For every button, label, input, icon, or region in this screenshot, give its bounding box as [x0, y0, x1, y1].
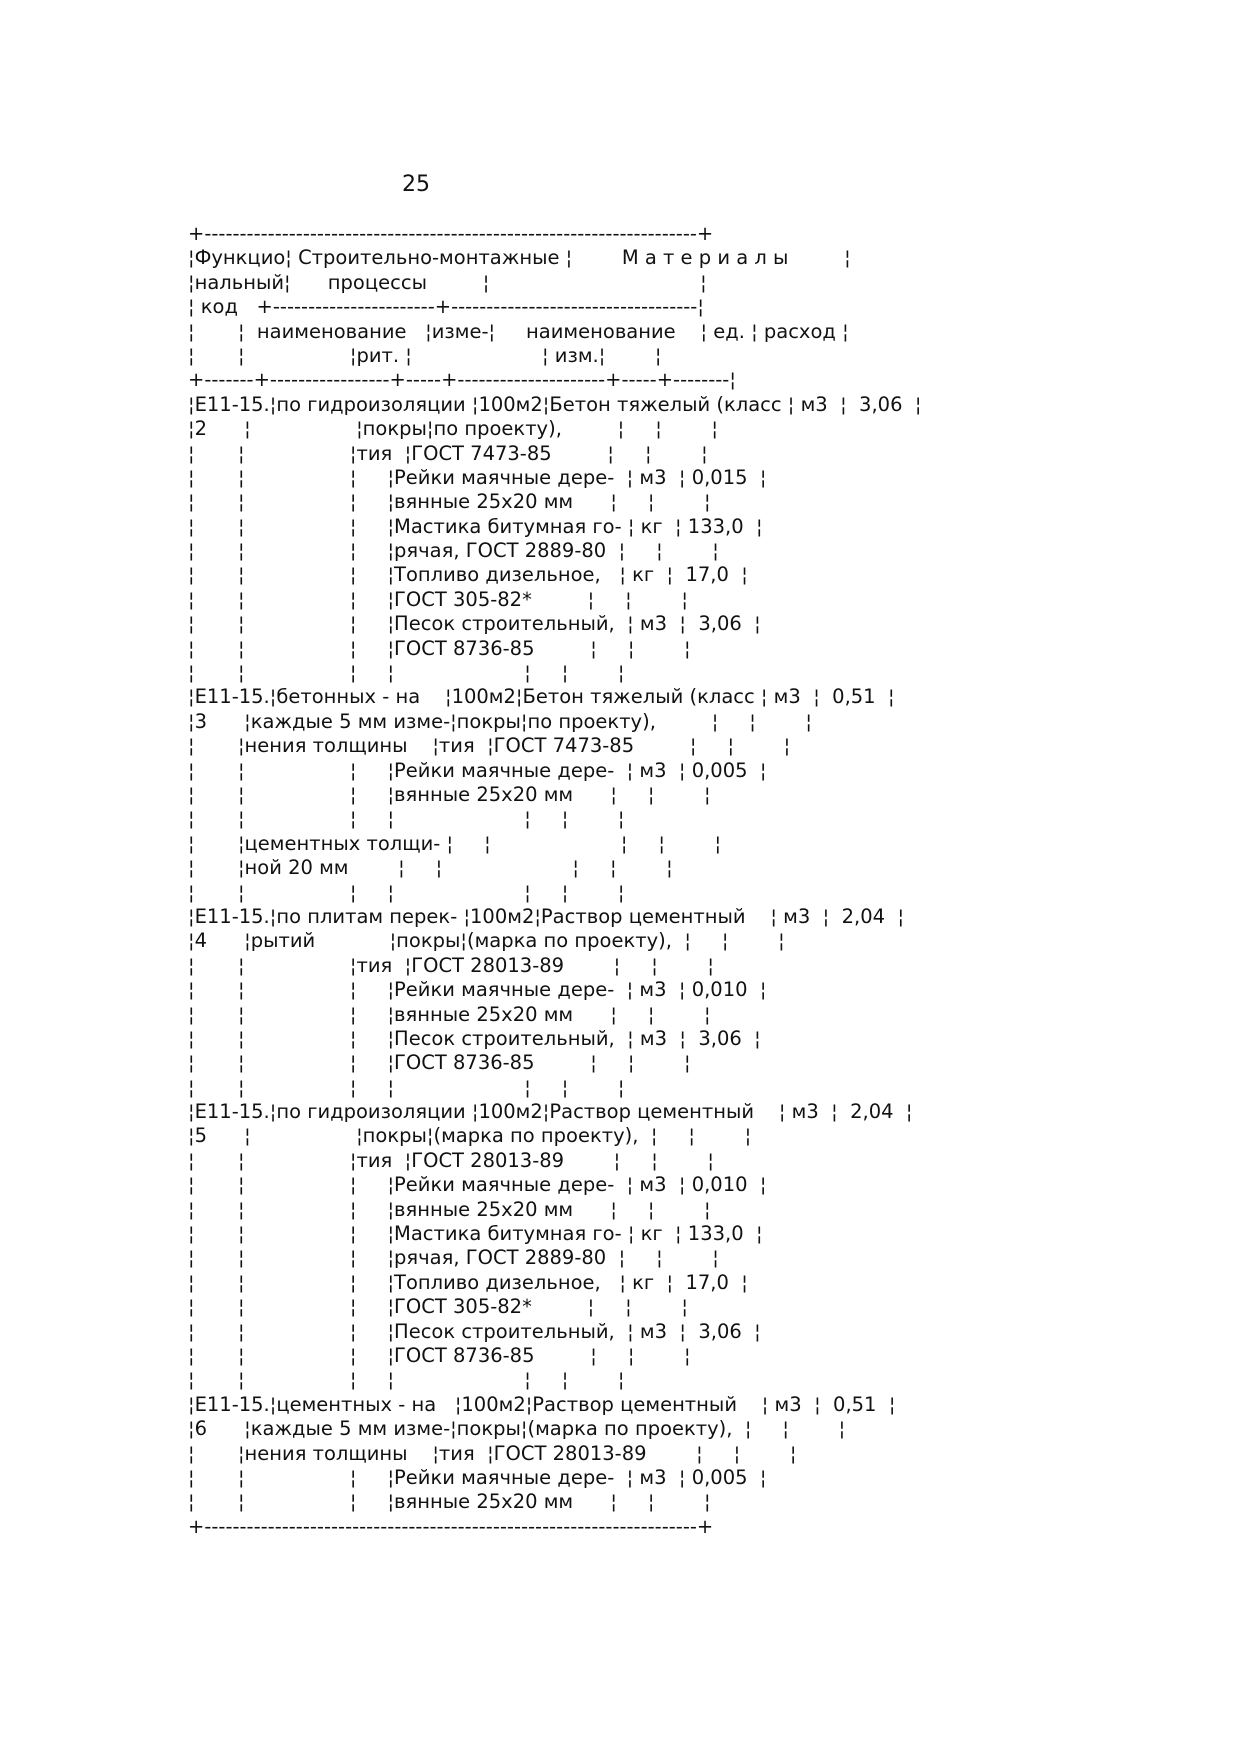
table-line: ¦Е11-15.¦по гидроизоляции ¦100м2¦Раствор цементный ¦ м3 ¦ 2,04 ¦ — [188, 1100, 913, 1124]
table-line: +----------------------------------------------------------------------+ — [188, 222, 714, 245]
table-line: ¦ ¦ ¦ ¦Рейки маячные дере- ¦ м3 ¦ 0,010 ¦ — [188, 978, 767, 1002]
table-line: ¦ ¦ наименование ¦изме-¦ наименование ¦ ед. ¦ расход ¦ — [188, 319, 849, 343]
table-line: ¦ ¦ ¦ ¦ГОСТ 8736-85 ¦ ¦ ¦ — [188, 636, 691, 660]
table-line: ¦ ¦ ¦ ¦вянные 25х20 мм ¦ ¦ ¦ — [188, 1197, 711, 1221]
table-line: ¦ ¦ ¦ ¦вянные 25х20 мм ¦ ¦ ¦ — [188, 782, 711, 806]
table-line: ¦ ¦ ¦тия ¦ГОСТ 7473-85 ¦ ¦ ¦ — [188, 441, 708, 465]
table-line: +-------+-----------------+-----+---------------------+-----+--------¦ — [188, 368, 736, 392]
table-line: ¦ ¦ ¦ ¦Мастика битумная го- ¦ кг ¦ 133,0 ¦ — [188, 1222, 763, 1246]
table-line: ¦ ¦ ¦ ¦рячая, ГОСТ 2889-80 ¦ ¦ ¦ — [188, 539, 719, 563]
table-line: ¦ ¦ ¦ ¦ГОСТ 305-82* ¦ ¦ ¦ — [188, 1295, 688, 1319]
table-line: ¦ ¦ ¦ ¦Песок строительный, ¦ м3 ¦ 3,06 ¦ — [188, 612, 761, 636]
table-line: ¦ ¦ ¦ ¦ ¦ ¦ ¦ — [188, 807, 625, 831]
table-line: ¦2 ¦ ¦покры¦по проекту), ¦ ¦ ¦ — [188, 417, 718, 441]
table-line: ¦ ¦ ¦ ¦ ¦ ¦ ¦ — [188, 1075, 625, 1099]
table-line: ¦ ¦ ¦ ¦Песок строительный, ¦ м3 ¦ 3,06 ¦ — [188, 1026, 761, 1050]
table-line: +----------------------------------------------------------------------+ — [188, 1514, 714, 1538]
page-number: 25 — [402, 172, 430, 197]
table-line: ¦ ¦ ¦тия ¦ГОСТ 28013-89 ¦ ¦ ¦ — [188, 1148, 714, 1172]
table-line: ¦3 ¦каждые 5 мм изме-¦покры¦по проекту), ¦ ¦ ¦ — [188, 709, 812, 733]
table-line: ¦Е11-15.¦по гидроизоляции ¦100м2¦Бетон тяжелый (класс ¦ м3 ¦ 3,06 ¦ — [188, 392, 922, 416]
table-line: ¦ ¦ ¦ ¦ ¦ ¦ ¦ — [188, 880, 625, 904]
table-line: ¦ ¦ ¦ ¦вянные 25х20 мм ¦ ¦ ¦ — [188, 490, 711, 514]
table-line: ¦ ¦ ¦ ¦ГОСТ 8736-85 ¦ ¦ ¦ — [188, 1051, 691, 1075]
table-line: ¦5 ¦ ¦покры¦(марка по проекту), ¦ ¦ ¦ — [188, 1124, 752, 1148]
table-line: ¦4 ¦рытий ¦покры¦(марка по проекту), ¦ ¦ ¦ — [188, 929, 785, 953]
table-line: ¦6 ¦каждые 5 мм изме-¦покры¦(марка по проекту), ¦ ¦ ¦ — [188, 1417, 846, 1441]
table-line: ¦ ¦ ¦ ¦Топливо дизельное, ¦ кг ¦ 17,0 ¦ — [188, 563, 748, 587]
table-line: ¦Е11-15.¦цементных - на ¦100м2¦Раствор цементный ¦ м3 ¦ 0,51 ¦ — [188, 1392, 896, 1416]
table-line: ¦ ¦ ¦ ¦Рейки маячные дере- ¦ м3 ¦ 0,005 ¦ — [188, 1465, 767, 1489]
table-line: ¦ ¦ ¦тия ¦ГОСТ 28013-89 ¦ ¦ ¦ — [188, 953, 714, 977]
table-line: ¦ ¦ ¦ ¦вянные 25х20 мм ¦ ¦ ¦ — [188, 1002, 711, 1026]
table-line: ¦ ¦ ¦ ¦ГОСТ 305-82* ¦ ¦ ¦ — [188, 587, 688, 611]
table-line: ¦ ¦ ¦ ¦Рейки маячные дере- ¦ м3 ¦ 0,005 ¦ — [188, 758, 767, 782]
table-line: ¦Функцио¦ Строительно-монтажные ¦ М а т е р и а л ы ¦ — [188, 246, 851, 270]
table-line: ¦ ¦ ¦ ¦ГОСТ 8736-85 ¦ ¦ ¦ — [188, 1343, 691, 1367]
table-line: ¦Е11-15.¦бетонных - на ¦100м2¦Бетон тяжелый (класс ¦ м3 ¦ 0,51 ¦ — [188, 685, 895, 709]
table-line: ¦ ¦ ¦ ¦вянные 25х20 мм ¦ ¦ ¦ — [188, 1490, 711, 1514]
table-line: ¦ ¦ ¦рит. ¦ ¦ изм.¦ ¦ — [188, 343, 662, 367]
table-line: ¦ ¦цементных толщи- ¦ ¦ ¦ ¦ ¦ — [188, 831, 722, 855]
table-line: ¦ ¦ ¦ ¦Мастика битумная го- ¦ кг ¦ 133,0 ¦ — [188, 514, 763, 538]
table-line: ¦ ¦ ¦ ¦ ¦ ¦ ¦ — [188, 661, 625, 685]
table-line: ¦ ¦ ¦ ¦рячая, ГОСТ 2889-80 ¦ ¦ ¦ — [188, 1246, 719, 1270]
table-line: ¦ ¦ ¦ ¦Песок строительный, ¦ м3 ¦ 3,06 ¦ — [188, 1319, 761, 1343]
table-line: ¦ ¦ной 20 мм ¦ ¦ ¦ ¦ ¦ — [188, 856, 673, 880]
table-line: ¦ ¦ ¦ ¦ ¦ ¦ ¦ — [188, 1368, 625, 1392]
table-line: ¦ ¦нения толщины ¦тия ¦ГОСТ 7473-85 ¦ ¦ ¦ — [188, 734, 791, 758]
table-line: ¦ ¦ ¦ ¦Рейки маячные дере- ¦ м3 ¦ 0,010 ¦ — [188, 1173, 767, 1197]
table-line: ¦ код +-----------------------+-----------------------------------¦ — [188, 295, 704, 319]
table-line: ¦Е11-15.¦по плитам перек- ¦100м2¦Раствор цементный ¦ м3 ¦ 2,04 ¦ — [188, 904, 905, 928]
materials-table — [188, 222, 921, 1539]
table-line: ¦ ¦нения толщины ¦тия ¦ГОСТ 28013-89 ¦ ¦ ¦ — [188, 1441, 797, 1465]
table-line: ¦ ¦ ¦ ¦Топливо дизельное, ¦ кг ¦ 17,0 ¦ — [188, 1270, 748, 1294]
table-line: ¦ ¦ ¦ ¦Рейки маячные дере- ¦ м3 ¦ 0,015 ¦ — [188, 465, 767, 489]
table-line: ¦нальный¦ процессы ¦ ¦ — [188, 270, 707, 294]
